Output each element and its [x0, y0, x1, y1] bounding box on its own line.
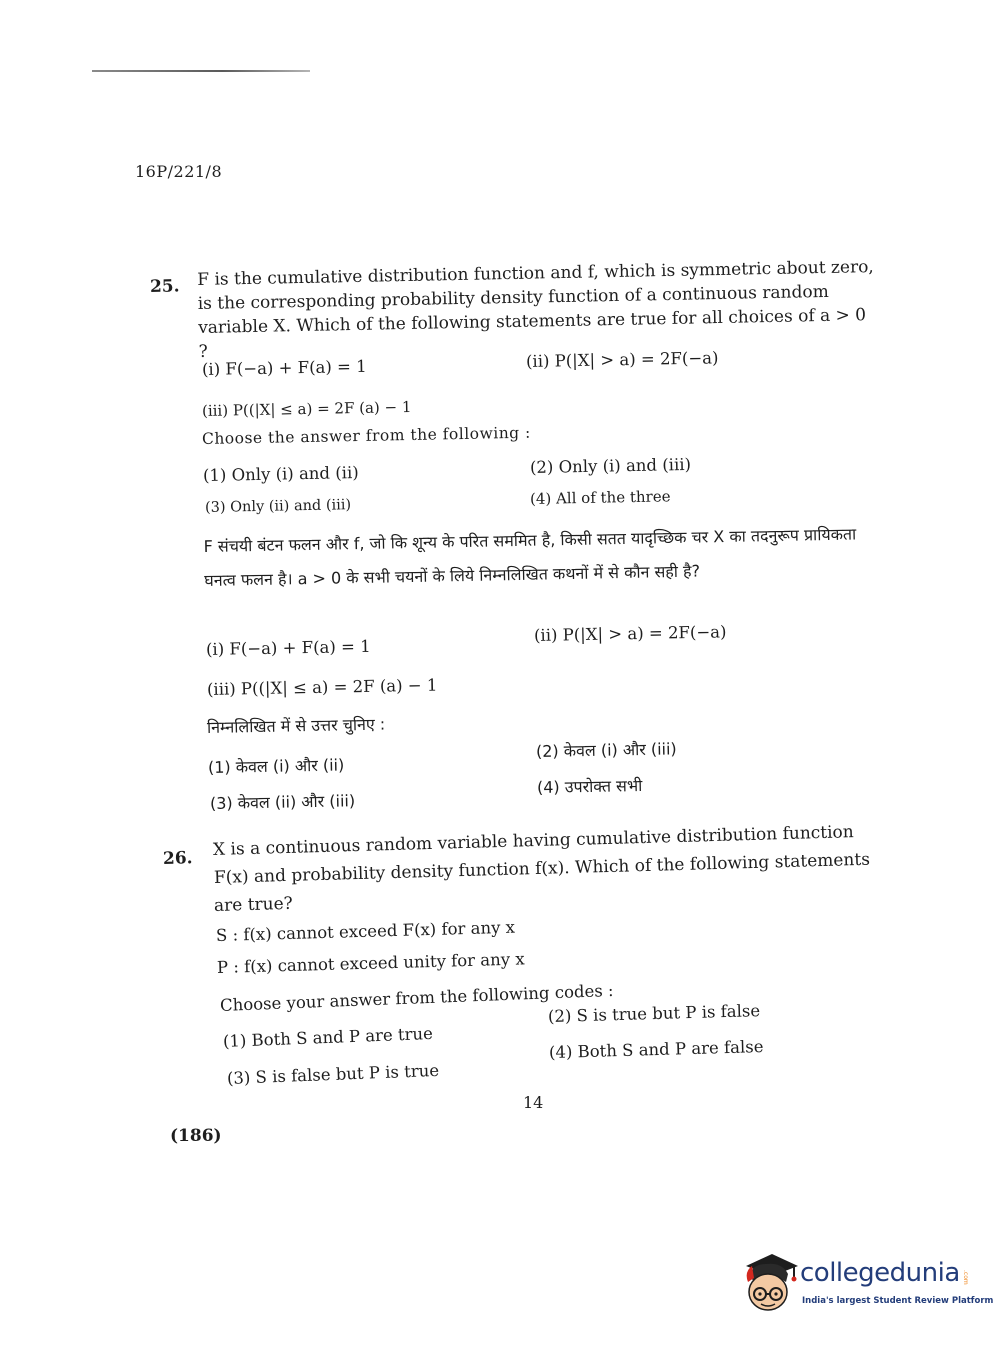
- question-26-number: 26.: [162, 848, 193, 869]
- paper-code: 16P/221/8: [135, 162, 223, 181]
- collegedunia-logo: [742, 1252, 994, 1322]
- q25-option-3: (3) Only (ii) and (iii): [204, 497, 352, 516]
- question-26-line-1: X is a continuous random variable having cumulative distribution function: [212, 822, 854, 860]
- q25-hindi-option-4: (4) उपरोक्त सभी: [536, 775, 643, 797]
- q25-hindi-option-1: (1) केवल (i) और (ii): [207, 755, 345, 777]
- q25-hindi-choose-instruction: निम्नलिखित में से उत्तर चुनिए :: [206, 714, 386, 737]
- logo-domain-suffix: .com: [962, 1270, 969, 1285]
- q26-option-2: (2) S is true but P is false: [547, 1001, 761, 1026]
- q26-statement-p: P : f(x) cannot exceed unity for any x: [216, 949, 525, 977]
- q26-option-3: (3) S is false but P is true: [226, 1060, 440, 1088]
- q26-statement-s: S : f(x) cannot exceed F(x) for any x: [215, 917, 516, 945]
- logo-tagline: India's largest Student Review Platform: [802, 1296, 994, 1306]
- booklet-code: (186): [170, 1126, 222, 1146]
- q25-hindi-option-2: (2) केवल (i) और (iii): [535, 739, 677, 761]
- q25-hindi-statement-i: (i) F(−a) + F(a) = 1: [205, 636, 371, 659]
- q25-hindi-statement-iii: (iii) P((|X| ≤ a) = 2F (a) − 1: [206, 675, 438, 699]
- q25-hindi-statement-ii: (ii) P(|X| > a) = 2F(−a): [533, 622, 727, 645]
- question-25-hindi-text: F संचयी बंटन फलन और f, जो कि शून्य के परित सममित है, किसी सतत यादृच्छिक चर X का तदनुरूप प्रायिकता घनत्व फलन है। a > 0 के सभी चयनों के लिये निम्नलिखित कथनों में से कौन सही है?: [203, 524, 857, 590]
- q25-option-2: (2) Only (i) and (iii): [529, 454, 692, 477]
- q25-hindi-option-3: (3) केवल (ii) और (iii): [209, 791, 356, 813]
- logo-brand-name: collegedunia: [800, 1258, 960, 1288]
- question-25-number: 25.: [149, 276, 180, 297]
- q26-option-4: (4) Both S and P are false: [548, 1037, 764, 1062]
- question-25-text: F is the cumulative distribution function and f, which is symmetric about zero, is the corresponding probability density function of a continuous random variable X. Which of the following statements are true for all choices of a > 0 ?: [197, 257, 874, 362]
- q25-choose-instruction: Choose the answer from the following :: [201, 423, 531, 448]
- q25-statement-ii: (ii) P(|X| > a) = 2F(−a): [525, 348, 719, 371]
- mascot-icon: [742, 1252, 800, 1316]
- question-26-line-2: F(x) and probability density function f(x). Which of the following statements: [213, 849, 871, 888]
- q25-option-1: (1) Only (i) and (ii): [202, 463, 359, 485]
- q25-statement-i: (i) F(−a) + F(a) = 1: [201, 356, 367, 379]
- q25-statement-iii: (iii) P((|X| ≤ a) = 2F (a) − 1: [201, 397, 412, 420]
- page-number: 14: [523, 1093, 544, 1112]
- top-rule: [92, 70, 310, 72]
- q26-choose-instruction: Choose your answer from the following codes :: [219, 980, 614, 1015]
- question-26-line-3: are true?: [213, 893, 294, 916]
- q26-option-1: (1) Both S and P are true: [222, 1023, 434, 1051]
- q25-option-4: (4) All of the three: [529, 487, 671, 508]
